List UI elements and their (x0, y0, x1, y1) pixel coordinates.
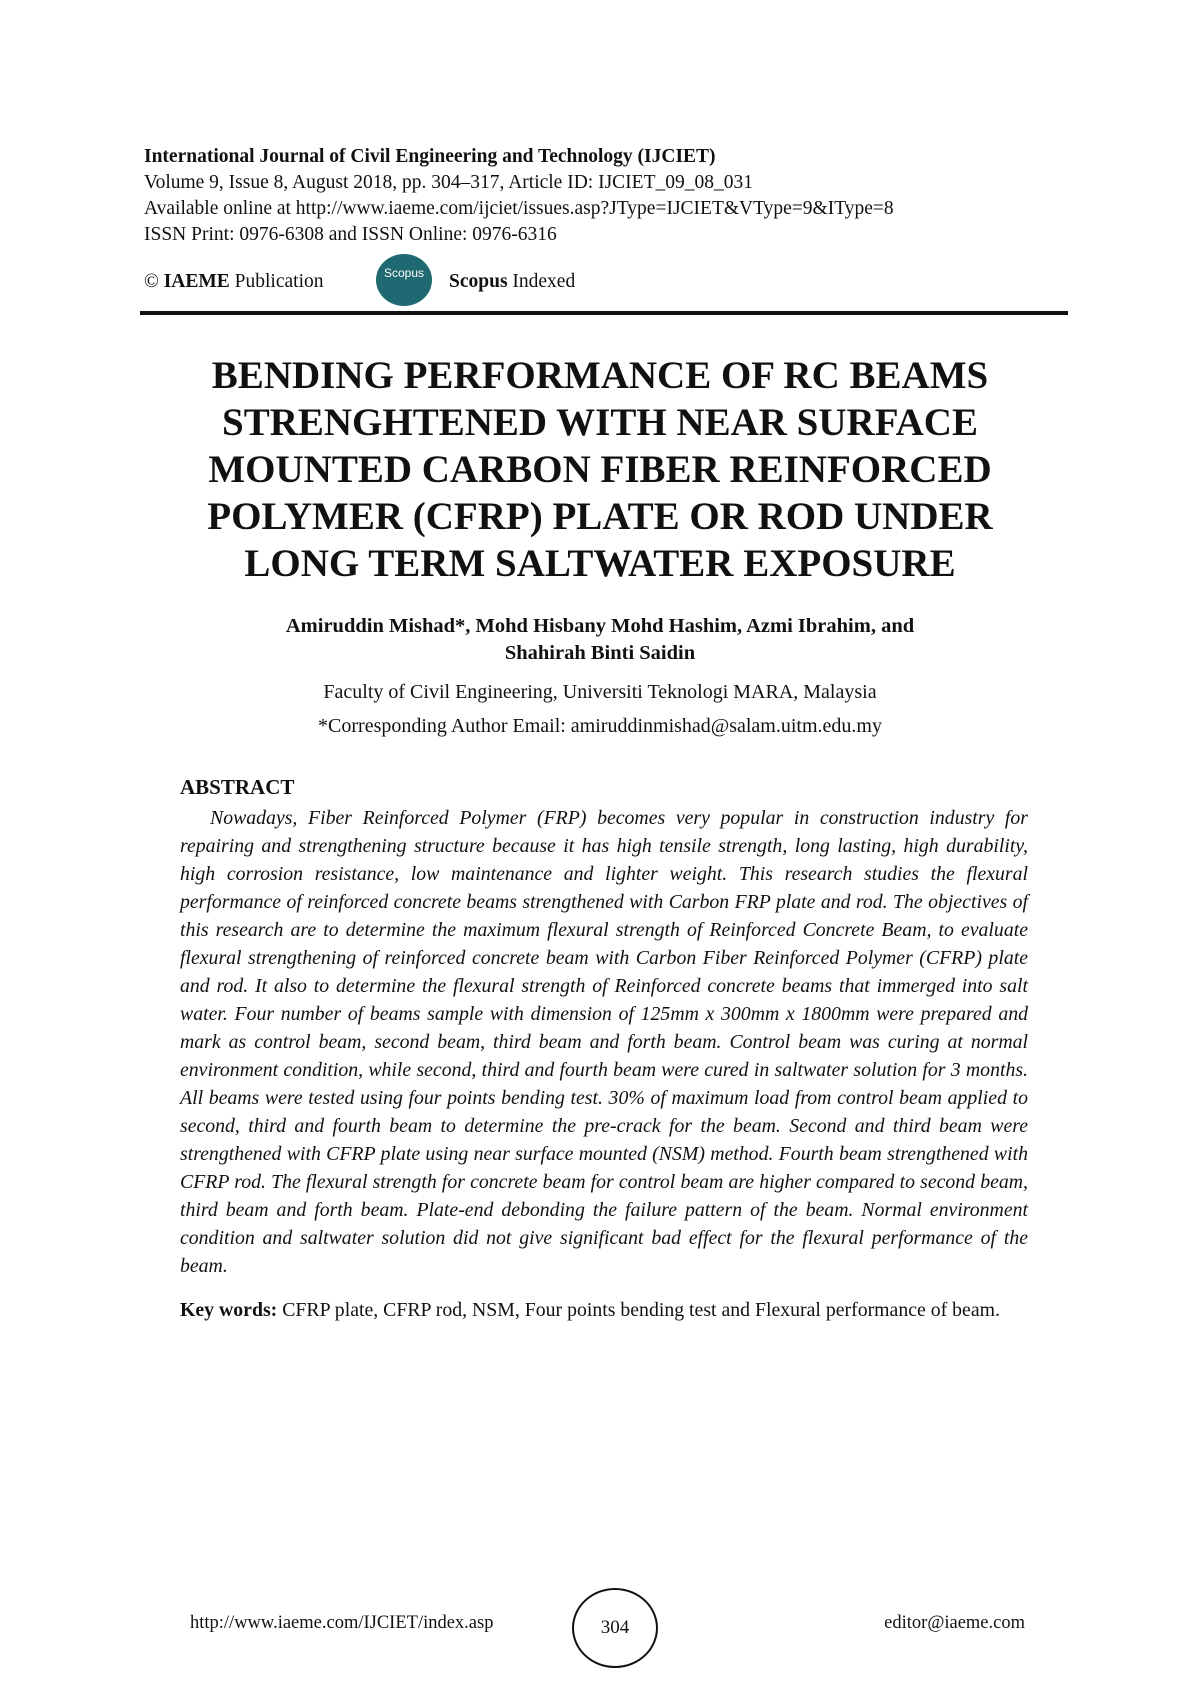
copyright-symbol: © (144, 271, 159, 292)
title-line: BENDING PERFORMANCE OF RC BEAMS (211, 354, 989, 397)
keywords-text: CFRP plate, CFRP rod, NSM, Four points bending test and Flexural performance of beam. (282, 1299, 1000, 1321)
header-divider (140, 311, 1068, 315)
author-list (170, 613, 1030, 667)
title-line: POLYMER (CFRP) PLATE OR ROD UNDER (207, 495, 993, 538)
journal-name: International Journal of Civil Engineering and Technology (IJCIET) (144, 146, 716, 167)
page-footer (180, 1588, 1028, 1658)
keywords-label: Key words: (180, 1299, 278, 1321)
abstract-section (180, 774, 1028, 1324)
keywords (180, 1296, 1028, 1324)
scopus-logo-text: Scopus (383, 266, 425, 280)
footer-email-link[interactable]: editor@iaeme.com (884, 1613, 1025, 1633)
page-number (572, 1588, 658, 1668)
title-line: LONG TERM SALTWATER EXPOSURE (244, 542, 956, 585)
issn-line: ISSN Print: 0976-6308 and ISSN Online: 0976-6316 (144, 224, 557, 245)
affiliation-block (170, 675, 1030, 743)
publisher-name: IAEME (163, 271, 230, 292)
paper-title (150, 352, 1050, 587)
scopus-logo-icon (376, 254, 432, 306)
affiliation: Faculty of Civil Engineering, Universiti Teknologi MARA, Malaysia (323, 681, 877, 703)
volume-line: Volume 9, Issue 8, August 2018, pp. 304–317, Article ID: IJCIET_09_08_031 (144, 172, 753, 193)
footer-url-link[interactable]: http://www.iaeme.com/IJCIET/index.asp (190, 1613, 494, 1633)
indexed-label: Indexed (512, 271, 576, 292)
title-line: STRENGHTENED WITH NEAR SURFACE (222, 401, 978, 444)
publisher-credit (144, 271, 324, 293)
journal-header (144, 144, 1064, 248)
scopus-label: Scopus (449, 271, 508, 292)
publisher-suffix: Publication (234, 271, 324, 292)
abstract-body: Nowadays, Fiber Reinforced Polymer (FRP) becomes very popular in construction industry for repairing and strengthening structure because it has high tensile strength, long lasting, high durability, high corrosion resistance, low maintenance and lighter weight. This research studies the flexural performance of reinforced concrete beams strengthened with Carbon FRP plate and rod. The objectives of this research are to determine the maximum flexural strength of Reinforced Concrete Beam, to evaluate flexural strengthening of reinforced concrete beam with Carbon Fiber Reinforced Polymer (CFRP) plate and rod. It also to determine the flexural strength of Reinforced concrete beams that immerged into salt water. Four number of beams sample with dimension of 125mm x 300mm x 1800mm were prepared and mark as control beam, second beam, third beam and forth beam. Control beam was curing at normal environment condition, while second, third and fourth beam were cured in saltwater solution for 3 months. All beams were tested using four points bending test. 30% of maximum load from control beam applied to second, third and fourth beam to determine the pre-crack for the beam. Second and third beam were strengthened with CFRP plate using near surface mounted (NSM) method. Fourth beam strengthened with CFRP rod. The flexural strength for concrete beam for control beam are higher compared to second beam, third beam and forth beam. Plate-end debonding the failure pattern of the beam. Normal environment condition and saltwater solution did not give significant bad effect for the flexural performance of the beam. (180, 807, 1028, 1277)
authors-line-1: Amiruddin Mishad*, Mohd Hisbany Mohd Hashim, Azmi Ibrahim, and (285, 615, 915, 637)
scopus-indexed (449, 271, 575, 293)
page-number-text: 304 (600, 1617, 630, 1638)
corresponding-author-email: *Corresponding Author Email: amiruddinmishad@salam.uitm.edu.my (318, 715, 882, 737)
abstract-heading: ABSTRACT (180, 775, 295, 799)
authors-line-2: Shahirah Binti Saidin (504, 642, 696, 664)
online-availability-line: Available online at http://www.iaeme.com/ijciet/issues.asp?JType=IJCIET&VType=9&IType=8 (144, 198, 894, 219)
publisher-row (144, 254, 1064, 304)
title-line: MOUNTED CARBON FIBER REINFORCED (208, 448, 992, 491)
